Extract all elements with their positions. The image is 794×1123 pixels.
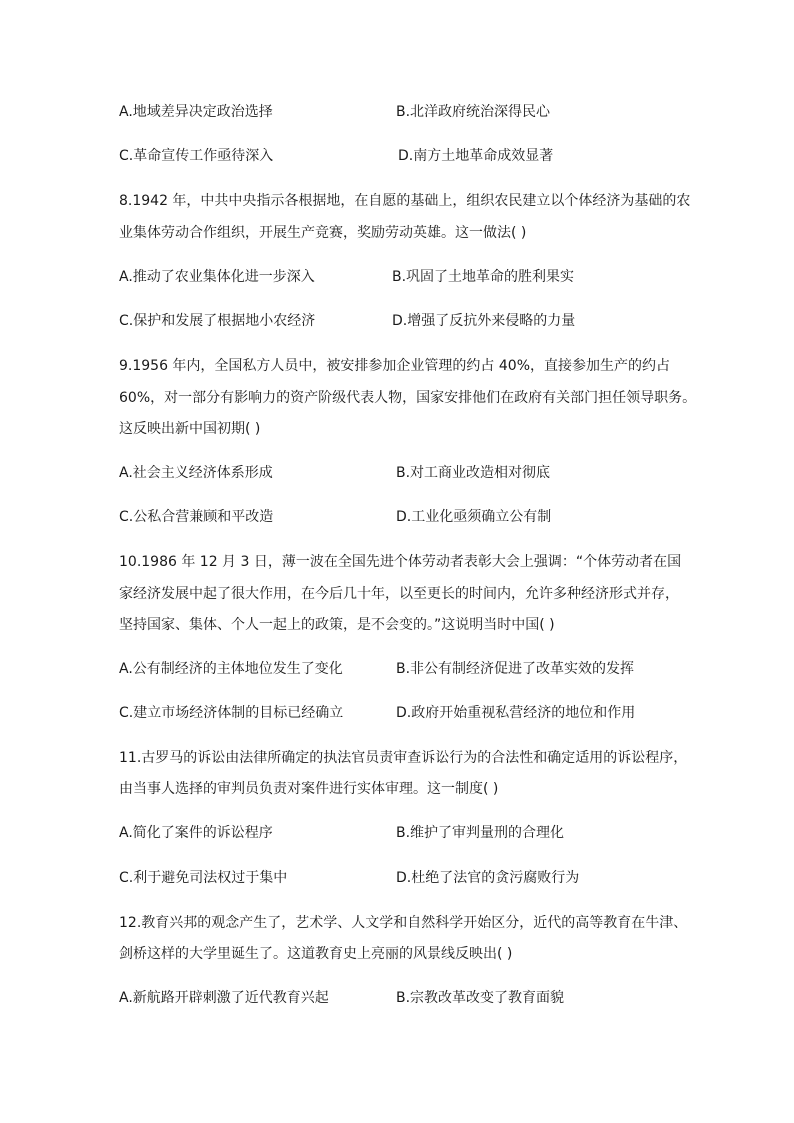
q7-option-b: B.北洋政府统治深得民心 <box>396 104 551 120</box>
q9-option-a: A.社会主义经济体系形成 <box>119 465 273 481</box>
q11-option-b: B.维护了审判量刑的合理化 <box>396 825 565 841</box>
q8-option-a: A.推动了农业集体化进一步深入 <box>119 269 315 285</box>
q12-option-b: B.宗教改革改变了教育面貌 <box>396 990 565 1006</box>
q8-option-d: D.增强了反抗外来侵略的力量 <box>392 313 576 329</box>
q9-option-c: C.公私合营兼顾和平改造 <box>119 509 274 525</box>
q10-option-c: C.建立市场经济体制的目标已经确立 <box>119 705 344 721</box>
q10-option-d: D.政府开始重视私营经济的地位和作用 <box>396 705 636 721</box>
q10-stem-line-2: 家经济发展中起了很大作用，在今后几十年，以至更长的时间内，允许多种经济形式并存， <box>119 586 679 602</box>
q11-stem-line-2: 由当事人选择的审判员负责对案件进行实体审理。这一制度( ) <box>119 781 499 797</box>
q10-option-a: A.公有制经济的主体地位发生了变化 <box>119 661 343 677</box>
q7-option-d: D.南方土地革命成效显著 <box>398 148 554 164</box>
q11-stem-line-1: 11.古罗马的诉讼由法律所确定的执法官员责审查诉讼行为的合法性和确定适用的诉讼程序， <box>119 750 688 766</box>
q10-stem-line-3: 坚持国家、集体、个人一起上的政策，是不会变的。”这说明当时中国( ) <box>119 617 555 633</box>
q12-stem-line-1: 12.教育兴邦的观念产生了，艺术学、人文学和自然科学开始区分，近代的高等教育在牛津、 <box>119 915 688 931</box>
q9-option-b: B.对工商业改造相对彻底 <box>396 465 551 481</box>
q8-stem-line-1: 8.1942 年，中共中央指示各根据地，在自愿的基础上，组织农民建立以个体经济为基础的农 <box>119 193 691 209</box>
q9-stem-line-1: 9.1956 年内，全国私方人员中，被安排参加企业管理的约占 40%，直接参加生产的约占 <box>119 358 671 374</box>
q12-stem-line-2: 剑桥这样的大学里诞生了。这道教育史上亮丽的风景线反映出( ) <box>119 946 513 962</box>
q9-stem-line-3: 这反映出新中国初期( ) <box>119 421 261 437</box>
q10-option-b: B.非公有制经济促进了改革实效的发挥 <box>396 661 635 677</box>
q8-option-b: B.巩固了土地革命的胜利果实 <box>392 269 575 285</box>
q11-option-d: D.杜绝了法官的贪污腐败行为 <box>396 870 580 886</box>
q7-option-a: A.地域差异决定政治选择 <box>119 104 273 120</box>
q8-option-c: C.保护和发展了根据地小农经济 <box>119 313 316 329</box>
q11-option-c: C.利于避免司法权过于集中 <box>119 870 288 886</box>
q11-option-a: A.简化了案件的诉讼程序 <box>119 825 273 841</box>
q9-option-d: D.工业化亟须确立公有制 <box>396 509 552 525</box>
q10-stem-line-1: 10.1986 年 12 月 3 日，薄一波在全国先进个体劳动者表彰大会上强调：“个体劳动者在国 <box>119 554 682 570</box>
q9-stem-line-2: 60%，对一部分有影响力的资产阶级代表人物，国家安排他们在政府有关部门担任领导职务。 <box>119 390 697 406</box>
q8-stem-line-2: 业集体劳动合作组织，开展生产竞赛，奖励劳动英雄。这一做法( ) <box>119 225 527 241</box>
q7-option-c: C.革命宣传工作亟待深入 <box>119 148 274 164</box>
q12-option-a: A.新航路开辟刺激了近代教育兴起 <box>119 990 329 1006</box>
